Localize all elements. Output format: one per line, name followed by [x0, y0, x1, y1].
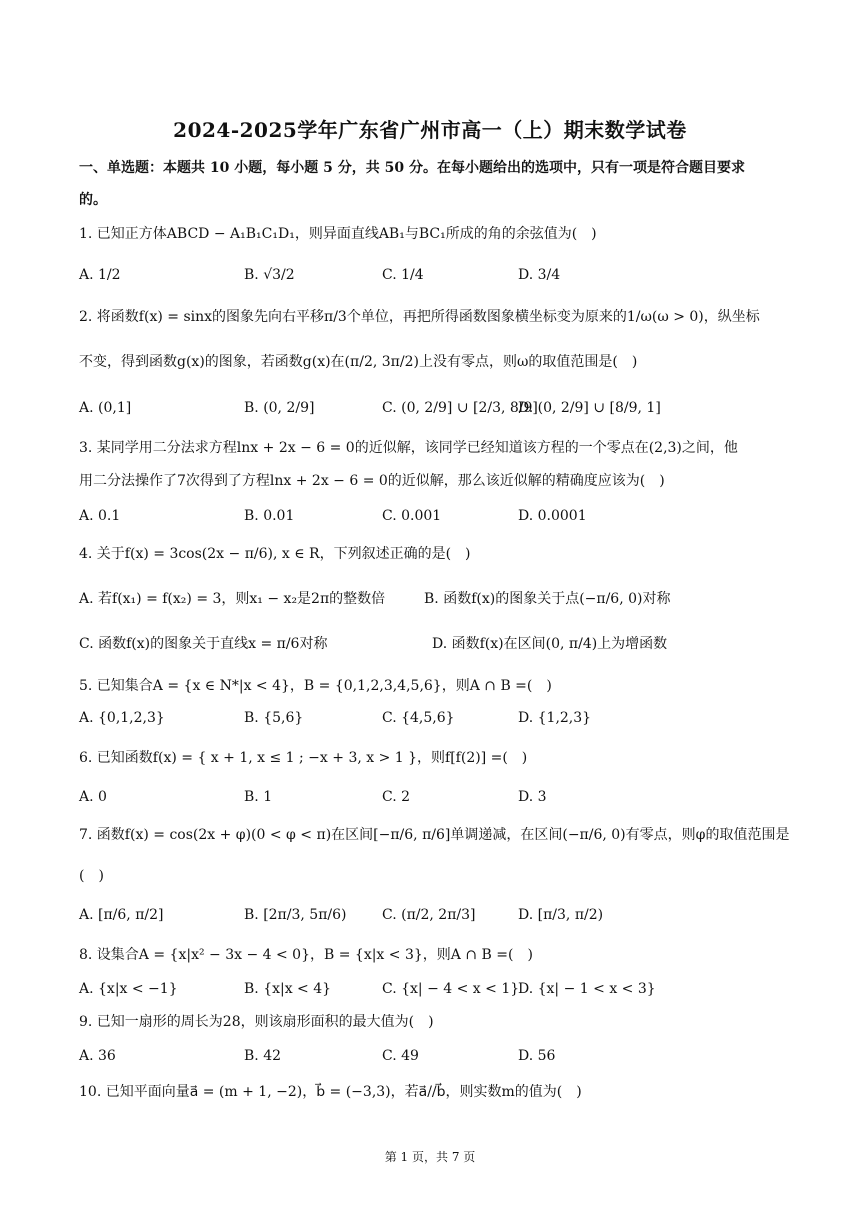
q4-option-d: D. 函数f(x)在区间(0, π/4)上为增函数 [432, 636, 668, 652]
question-3-line1: 3. 某同学用二分法求方程lnx + 2x − 6 = 0的近似解，该同学已经知道该方程的一个零点在(2,3)之间，他 [79, 440, 738, 456]
question-2-line1: 2. 将函数f(x) = sinx的图象先向右平移π/3个单位，再把所得函数图象横坐标变为原来的1/ω(ω > 0)，纵坐标 [79, 309, 760, 325]
q2-option-c: C. (0, 2/9] ∪ [2/3, 8/9] [382, 400, 538, 416]
q4-option-c: C. 函数f(x)的图象关于直线x = π/6对称 [79, 636, 328, 652]
q3-option-a: A. 0.1 [79, 508, 121, 524]
q5-option-c: C. {4,5,6} [382, 710, 455, 726]
q8-option-c: C. {x| − 4 < x < 1} [382, 981, 520, 997]
q3-option-d: D. 0.0001 [518, 508, 587, 524]
q6-option-d: D. 3 [518, 789, 547, 805]
question-3-line2: 用二分法操作了7次得到了方程lnx + 2x − 6 = 0的近似解，那么该近似解的精确度应该为( ) [79, 473, 665, 489]
question-8: 8. 设集合A = {x|x² − 3x − 4 < 0}，B = {x|x < 3}，则A ∩ B =( ) [79, 947, 533, 963]
q2-option-b: B. (0, 2/9] [244, 400, 315, 416]
question-1: 1. 已知正方体ABCD − A₁B₁C₁D₁，则异面直线AB₁与BC₁所成的角的余弦值为( ) [79, 226, 597, 242]
q6-option-b: B. 1 [244, 789, 273, 805]
page-footer: 第 1 页，共 7 页 [384, 1150, 476, 1164]
q1-option-c: C. 1/4 [382, 267, 424, 283]
q9-option-a: A. 36 [79, 1048, 116, 1064]
q4-option-a: A. 若f(x₁) = f(x₂) = 3，则x₁ − x₂是2π的整数倍 [79, 591, 386, 607]
q8-option-d: D. {x| − 1 < x < 3} [518, 981, 656, 997]
question-5: 5. 已知集合A = {x ∈ N*|x < 4}，B = {0,1,2,3,4,5,6}，则A ∩ B =( ) [79, 678, 552, 694]
question-9: 9. 已知一扇形的周长为28，则该扇形面积的最大值为( ) [79, 1014, 434, 1030]
question-6: 6. 已知函数f(x) = { x + 1, x ≤ 1 ; −x + 3, x > 1 }，则f[f(2)] =( ) [79, 750, 528, 766]
exam-title: 2024-2025学年广东省广州市高一（上）期末数学试卷 [173, 118, 687, 142]
q1-option-b: B. √3/2 [244, 267, 295, 283]
q1-option-d: D. 3/4 [518, 267, 561, 283]
q9-option-c: C. 49 [382, 1048, 419, 1064]
q5-option-d: D. {1,2,3} [518, 710, 592, 726]
q7-option-c: C. (π/2, 2π/3] [382, 907, 476, 923]
q3-option-c: C. 0.001 [382, 508, 442, 524]
q4-option-b: B. 函数f(x)的图象关于点(−π/6, 0)对称 [424, 591, 671, 607]
q9-option-d: D. 56 [518, 1048, 556, 1064]
q8-option-b: B. {x|x < 4} [244, 981, 332, 997]
q6-option-c: C. 2 [382, 789, 411, 805]
q2-option-a: A. (0,1] [79, 400, 132, 416]
q7-option-b: B. [2π/3, 5π/6) [244, 907, 347, 923]
question-10: 10. 已知平面向量a⃗ = (m + 1, −2)，b⃗ = (−3,3)，若a⃗//b⃗，则实数m的值为( ) [79, 1084, 582, 1100]
q1-option-a: A. 1/2 [79, 267, 121, 283]
question-7-line1: 7. 函数f(x) = cos(2x + φ)(0 < φ < π)在区间[−π/6, π/6]单调递减，在区间(−π/6, 0)有零点，则φ的取值范围是 [79, 827, 790, 843]
q5-option-a: A. {0,1,2,3} [79, 710, 165, 726]
question-2-line2: 不变，得到函数g(x)的图象，若函数g(x)在(π/2, 3π/2)上没有零点，则ω的取值范围是( ) [79, 354, 638, 370]
section-heading-line1: 一、单选题：本题共 10 小题，每小题 5 分，共 50 分。在每小题给出的选项中，只有一项是符合题目要求 [79, 160, 745, 176]
q3-option-b: B. 0.01 [244, 508, 295, 524]
q6-option-a: A. 0 [79, 789, 107, 805]
question-4: 4. 关于f(x) = 3cos(2x − π/6), x ∈ R，下列叙述正确的是( ) [79, 546, 471, 562]
q8-option-a: A. {x|x < −1} [79, 981, 178, 997]
question-7-line2: ( ) [79, 868, 104, 884]
section-heading-line2: 的。 [79, 192, 107, 208]
q2-option-d: D. (0, 2/9] ∪ [8/9, 1] [518, 400, 661, 416]
q7-option-a: A. [π/6, π/2] [79, 907, 164, 923]
q5-option-b: B. {5,6} [244, 710, 304, 726]
q7-option-d: D. [π/3, π/2) [518, 907, 604, 923]
q9-option-b: B. 42 [244, 1048, 282, 1064]
